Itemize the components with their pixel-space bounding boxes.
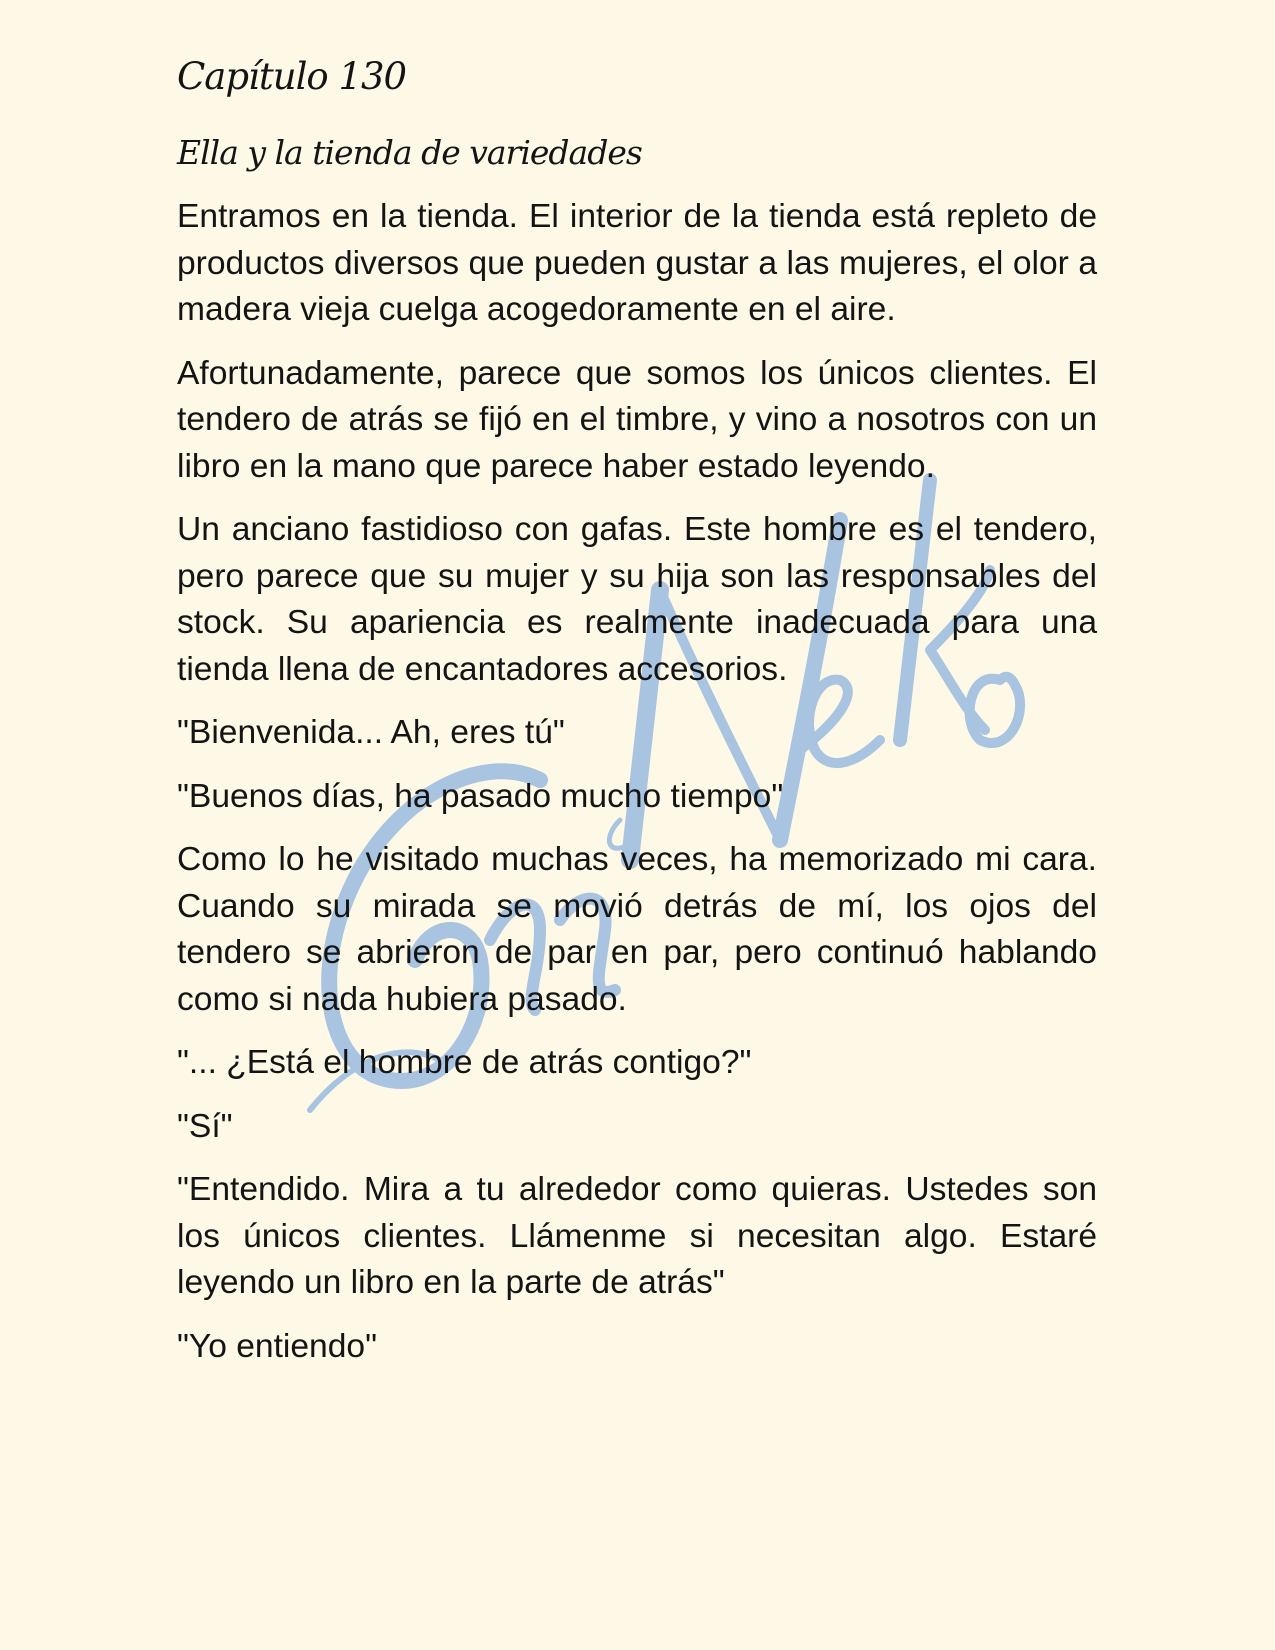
dialogue-line: "... ¿Está el hombre de atrás contigo?" bbox=[177, 1044, 752, 1081]
dialogue-line: "Sí" bbox=[177, 1107, 233, 1145]
paragraph: Un anciano fastidioso con gafas. Este hombre es el tendero, pero parece que su mujer y su hija son las responsables del stock. Su apariencia es realmente inadecuada para una tienda llena de encantadores accesorios. bbox=[177, 511, 1097, 688]
dialogue-line: "Bienvenida... Ah, eres tú" bbox=[177, 714, 565, 751]
chapter-subtitle: Ella y la tienda de variedades bbox=[177, 133, 642, 172]
paragraph: Como lo he visitado muchas veces, ha memorizado mi cara. Cuando su mirada se movió detrás de mí, los ojos del tendero se abrieron de par en par, pero continuó hablando como si nada hubiera pasado. bbox=[177, 841, 1097, 1018]
paragraph: Afortunadamente, parece que somos los únicos clientes. El tendero de atrás se fijó en el timbre, y vino a nosotros con un libro en la mano que parece haber estado leyendo. bbox=[177, 354, 1097, 485]
paragraph: Entramos en la tienda. El interior de la tienda está repleto de productos diversos que pueden gustar a las mujeres, el olor a madera vieja cuelga acogedoramente en el aire. bbox=[177, 198, 1097, 328]
dialogue-line: "Buenos días, ha pasado mucho tiempo" bbox=[177, 777, 784, 815]
chapter-title: Capítulo 130 bbox=[177, 55, 407, 98]
dialogue-line: "Entendido. Mira a tu alrededor como quieras. Ustedes son los únicos clientes. Llámenme si necesitan algo. Estaré leyendo un libro en la parte de atrás" bbox=[177, 1171, 1097, 1301]
document-body bbox=[177, 52, 1097, 1387]
dialogue-line: "Yo entiendo" bbox=[177, 1327, 377, 1365]
